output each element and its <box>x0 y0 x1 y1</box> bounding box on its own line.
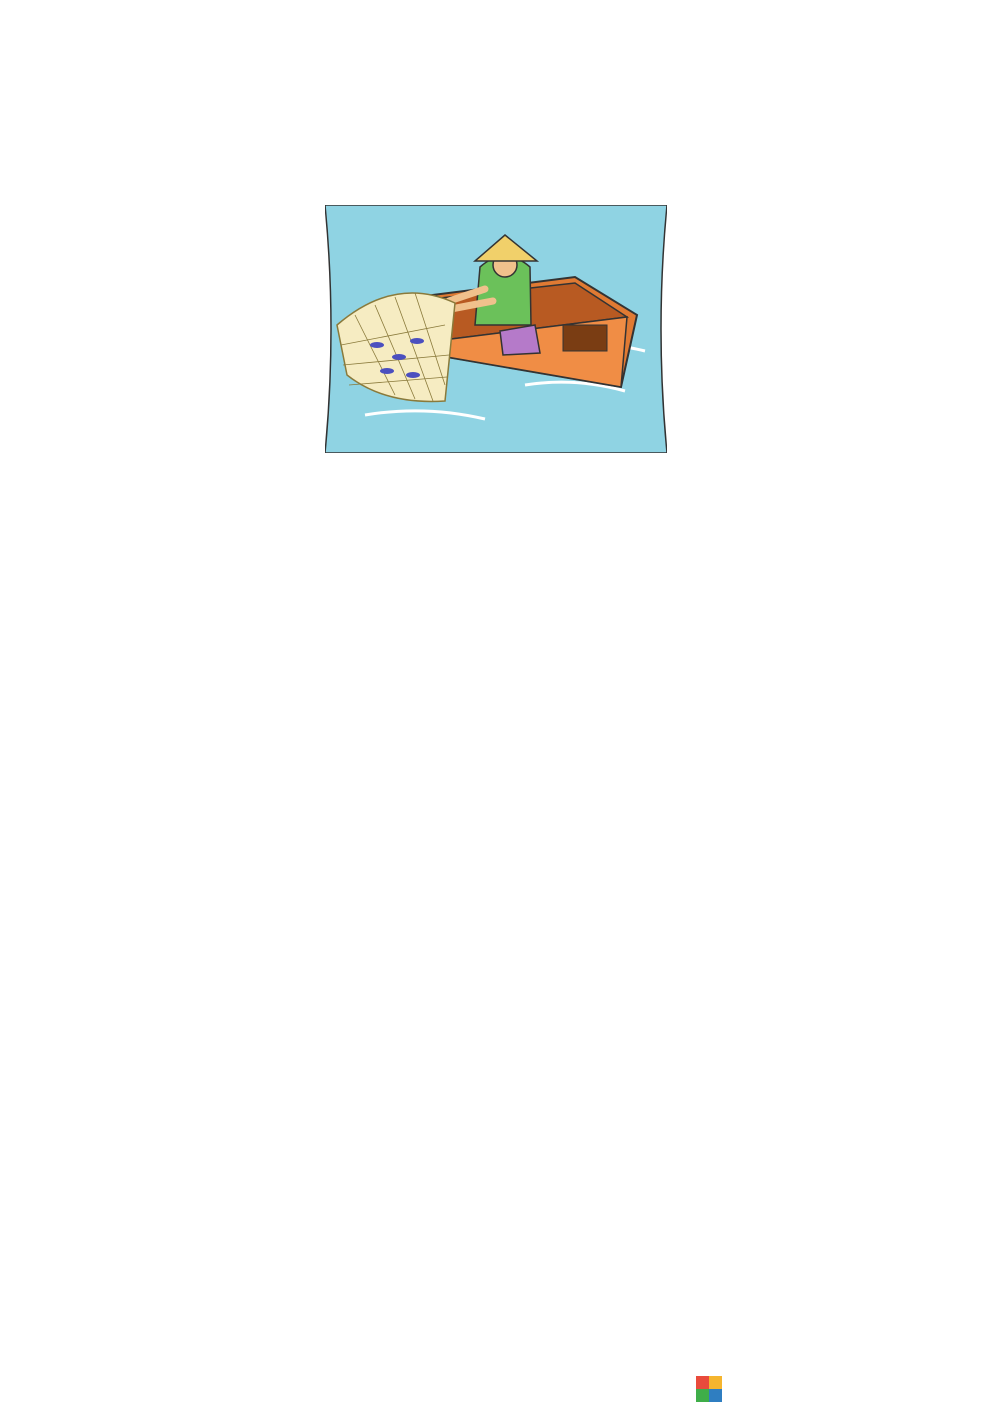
liveworksheets-brand[interactable] <box>696 1376 726 1402</box>
right-fish-border <box>906 96 962 1326</box>
bottom-fish-border <box>40 1328 960 1368</box>
liveworksheets-logo-icon <box>696 1376 722 1402</box>
fisherman-boat-net-illustration <box>325 205 667 453</box>
left-fish-border <box>40 96 96 1326</box>
top-fish-border <box>40 44 960 84</box>
